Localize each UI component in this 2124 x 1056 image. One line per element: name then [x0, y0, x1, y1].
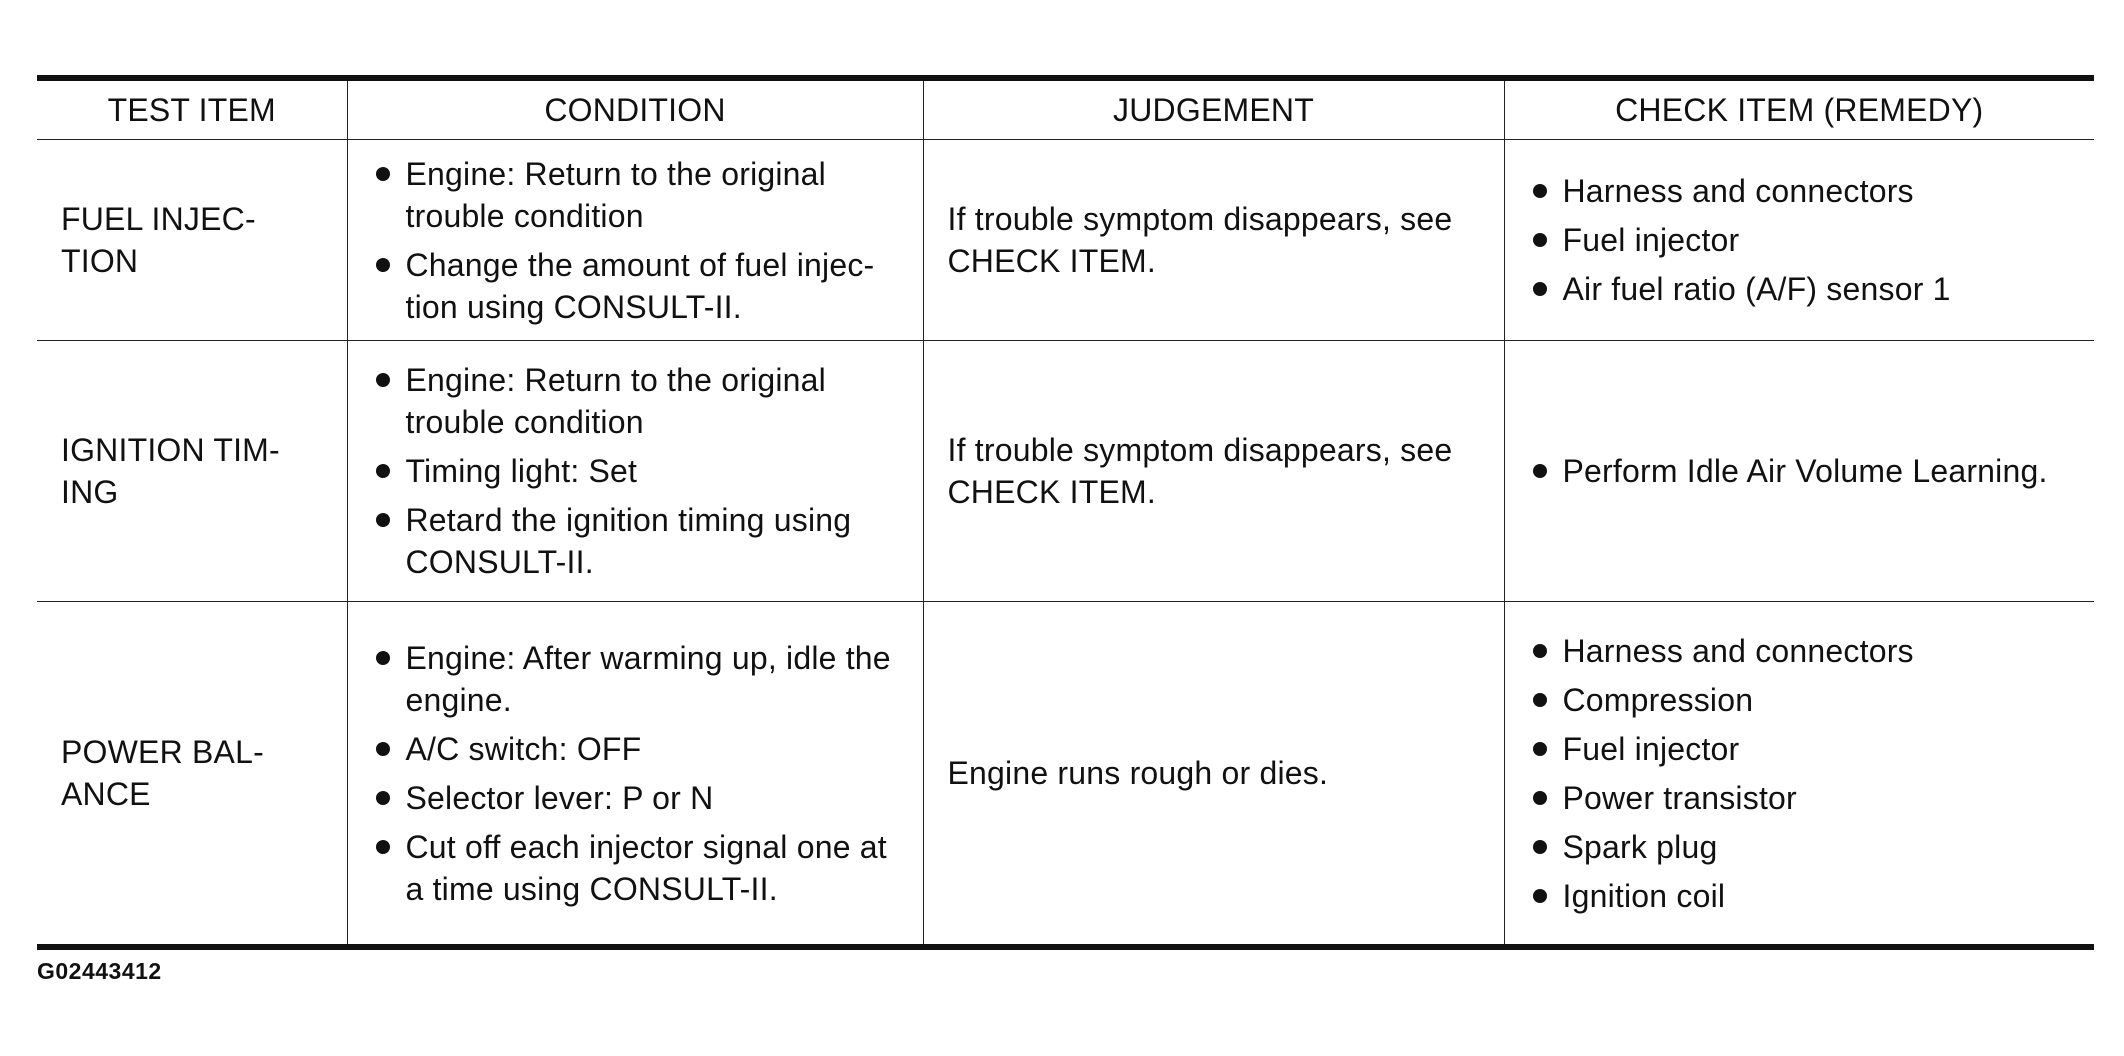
- table-row: [37, 341, 2094, 602]
- bullet-icon: [376, 840, 390, 854]
- list-item: [374, 244, 913, 328]
- list-item: [374, 637, 913, 721]
- list-item: [1531, 219, 2085, 261]
- bullet-icon: [1533, 644, 1547, 658]
- header-condition: CONDITION: [347, 78, 923, 140]
- condition-text: Change the amount of fuel injec- tion using CONSULT-II.: [405, 246, 875, 325]
- bullet-icon: [1533, 184, 1547, 198]
- list-item: [1531, 875, 2085, 917]
- check-item-list: [1531, 450, 2085, 492]
- condition-text: Retard the ignition timing using CONSULT-II.: [405, 502, 852, 580]
- bullet-icon: [376, 791, 390, 805]
- test-item-cell: [37, 341, 347, 602]
- test-item-line: ANCE: [61, 776, 151, 812]
- test-item-line: ING: [61, 474, 119, 510]
- list-item: [1531, 728, 2085, 770]
- judgement-text: If trouble symptom disappears, see CHECK ITEM.: [947, 432, 1453, 510]
- test-item-line: POWER BAL-: [61, 734, 264, 770]
- check-item-cell: [1504, 602, 2094, 948]
- bullet-icon: [376, 464, 390, 478]
- judgement-text: Engine runs rough or dies.: [947, 755, 1329, 791]
- bullet-icon: [376, 167, 390, 181]
- list-item: [1531, 777, 2085, 819]
- list-item: [374, 153, 913, 237]
- active-test-table: [37, 75, 2094, 950]
- check-item-text: Harness and connectors: [1562, 173, 1914, 209]
- judgement-cell: [923, 602, 1504, 948]
- check-item-text: Harness and connectors: [1562, 632, 1914, 669]
- check-item-list: [1531, 170, 2085, 310]
- judgement-cell: [923, 140, 1504, 341]
- check-item-text: Spark plug: [1562, 828, 1718, 865]
- check-item-text: Compression: [1562, 681, 1754, 718]
- check-item-list: [1531, 630, 2085, 917]
- active-test-table-container: [37, 75, 2094, 950]
- bullet-icon: [376, 513, 390, 527]
- condition-text: A/C switch: OFF: [405, 730, 642, 767]
- list-item: [1531, 268, 2085, 310]
- list-item: [374, 359, 913, 443]
- check-item-text: Air fuel ratio (A/F) sensor 1: [1562, 271, 1951, 307]
- check-item-cell: [1504, 341, 2094, 602]
- list-item: [1531, 630, 2085, 672]
- bullet-icon: [1533, 791, 1547, 805]
- bullet-icon: [376, 373, 390, 387]
- judgement-text: If trouble symptom disappears, see CHECK ITEM.: [947, 201, 1453, 279]
- list-item: [374, 826, 913, 910]
- condition-text: Engine: Return to the original trouble condition: [405, 155, 826, 234]
- check-item-text: Fuel injector: [1562, 222, 1740, 258]
- list-item: [374, 450, 913, 492]
- bullet-icon: [1533, 233, 1547, 247]
- condition-list: [374, 153, 913, 328]
- condition-cell: [347, 140, 923, 341]
- list-item: [374, 728, 913, 770]
- list-item: [1531, 679, 2085, 721]
- bullet-icon: [1533, 282, 1547, 296]
- test-item-line: IGNITION TIM-: [61, 432, 280, 468]
- condition-text: Timing light: Set: [405, 453, 638, 489]
- condition-text: Selector lever: P or N: [405, 779, 714, 816]
- bullet-icon: [1533, 742, 1547, 756]
- test-item-line: TION: [61, 243, 139, 279]
- bullet-icon: [1533, 464, 1547, 478]
- figure-id: G02443412: [37, 958, 162, 984]
- header-check-item: CHECK ITEM (REMEDY): [1504, 78, 2094, 140]
- bullet-icon: [1533, 889, 1547, 903]
- check-item-text: Power transistor: [1562, 779, 1797, 816]
- test-item-line: FUEL INJEC-: [61, 201, 256, 237]
- condition-list: [374, 637, 913, 910]
- list-item: [1531, 450, 2085, 492]
- judgement-cell: [923, 341, 1504, 602]
- header-row: [37, 78, 2094, 140]
- condition-cell: [347, 341, 923, 602]
- list-item: [374, 499, 913, 583]
- condition-text: Engine: After warming up, idle the engine.: [405, 639, 891, 718]
- bullet-icon: [1533, 693, 1547, 707]
- test-item-cell: [37, 140, 347, 341]
- condition-cell: [347, 602, 923, 948]
- list-item: [374, 777, 913, 819]
- header-test-item: TEST ITEM: [37, 78, 347, 140]
- check-item-text: Fuel injector: [1562, 730, 1740, 767]
- test-item-cell: [37, 602, 347, 948]
- check-item-text: Perform Idle Air Volume Learning.: [1562, 453, 2048, 489]
- bullet-icon: [1533, 840, 1547, 854]
- condition-text: Cut off each injector signal one at a time using CONSULT-II.: [405, 828, 887, 907]
- condition-text: Engine: Return to the original trouble condition: [405, 362, 826, 440]
- table-row: [37, 602, 2094, 948]
- table-row: [37, 140, 2094, 341]
- list-item: [1531, 170, 2085, 212]
- header-judgement: JUDGEMENT: [923, 78, 1504, 140]
- check-item-cell: [1504, 140, 2094, 341]
- bullet-icon: [376, 742, 390, 756]
- condition-list: [374, 359, 913, 583]
- bullet-icon: [376, 258, 390, 272]
- check-item-text: Ignition coil: [1562, 877, 1726, 914]
- bullet-icon: [376, 651, 390, 665]
- list-item: [1531, 826, 2085, 868]
